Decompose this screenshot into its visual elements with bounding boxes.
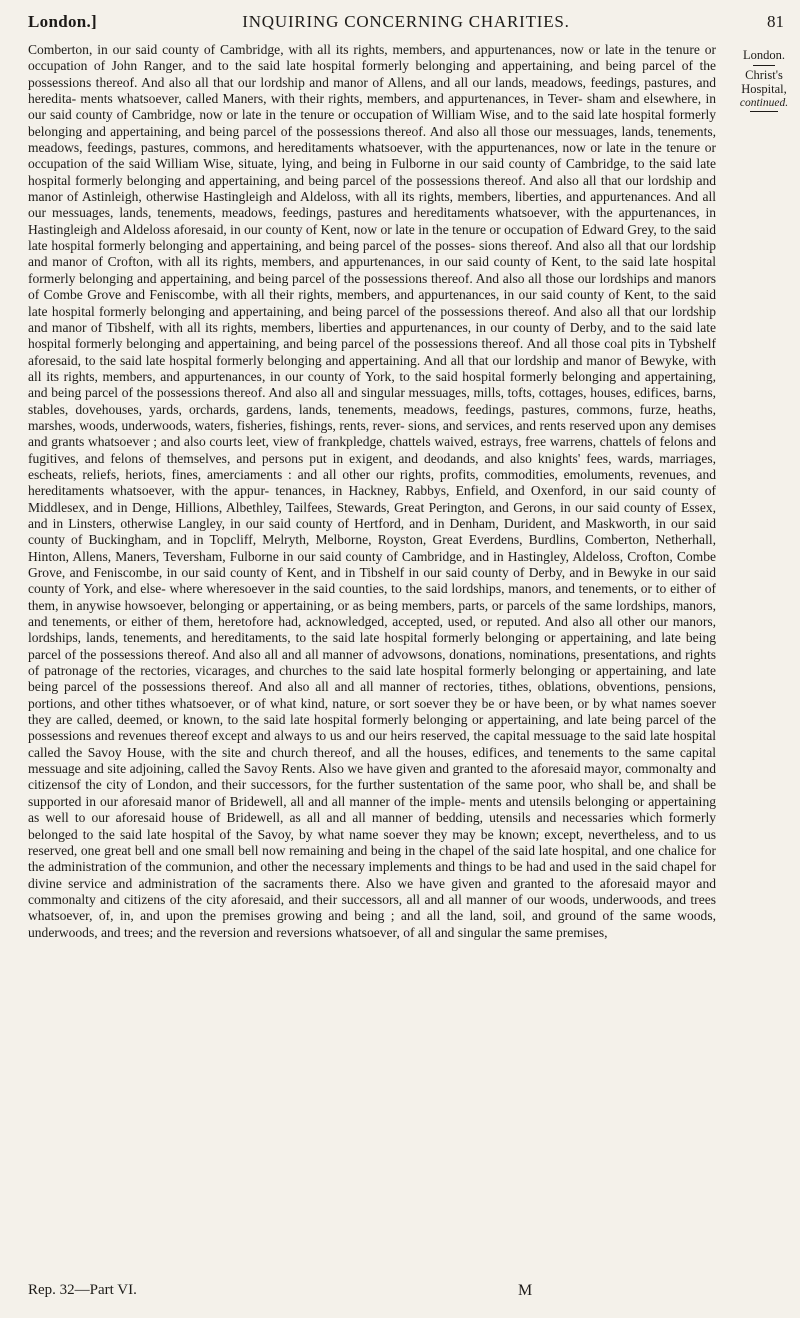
margin-continued: continued.: [739, 97, 789, 109]
margin-note: [728, 48, 800, 113]
running-header: [28, 12, 784, 40]
margin-place: London.: [742, 48, 785, 62]
header-section: London.]: [28, 12, 98, 31]
footer-signature-mark: M: [518, 1282, 533, 1299]
margin-rule-bottom: [750, 111, 778, 112]
body-paragraph: Comberton, in our said county of Cambridge, with all its rights, members, and appurtenances, now or late in the tenure or occupation of John Ranger, and to the said late hospital formerly belonging and appertaining, and being parcel of the possessions thereof. And also all that our lordship and manor of Allens, and all our lands, meadows, feedings, pastures, and heredita- ments whatsoever, called Maners, with their rights, members, and appurtenances, in Tever- sham and elsewhere, in our said county of Cambridge, now or late in the tenure or occupation of William Wise, and to the said late hospital formerly belonging and appertaining, and being parcel of the possessions thereof. And also all those our messuages, lands, tenements, meadows, feedings, pastures, commons, and hereditaments whatsoever, with the appurtenances, now or late in the tenure or occupation of the said William Wise, situate, lying, and being in Fulborne in our said county of Cambridge, to the said late hospital formerly belonging and appertaining, and being parcel of the possessions thereof. And also all that our lordship and manor of Astinleigh, otherwise Hastingleigh and Aldeloss, with all its rights, members, liberties, and appurtenances. And all our messuages, lands, tenements, meadows, feedings, pastures and hereditaments whatsoever, with the appurtenances, in Hastingleigh and Aldeloss aforesaid, in our county of Kent, now or late in the tenure or occupation of Edward Grey, to the said late hospital formerly belonging and appertaining, and being parcel of the posses- sions thereof. And also all that our lordship and manor of Crofton, with all its rights, members, and appurtenances, in our said county of Kent, to the said late hospital formerly belonging and appertaining, and being parcel of the possessions thereof. And also all those our lordships and manors of Combe Grove and Feniscombe, with all their rights, members, and appurtenances, in our said county of Kent, to the said late hospital formerly belonging and appertaining, and being parcel of the possessions thereof. And also all that our lordship and manor of Tibshelf, with all its rights, members, liberties and appurtenances, in our county of Derby, and to the said late hospital formerly belonging and appertaining, and being parcel of the possessions thereof. And all those coal pits in Tybshelf aforesaid, to the said late hospital formerly belonging and appertaining. And all that our lordship and manor of Bewyke, with all its rights, members, and appurtenances, in our county of York, to the said hospital formerly belonging and appertaining, and being parcel of the possessions thereof. And also all and singular messuages, mills, tofts, cottages, houses, edifices, barns, stables, dovehouses, yards, orchards, gardens, lands, tenements, meadows, feedings, pastures, commons, furze, heaths, marshes, woods, underwoods, waters, fisheries, fishings, rents, rever- sions, and services, and rents reserved upon any demises and grants whatsoever ; and also courts leet, view of frankpledge, chattels waived, estrays, free warrens, chattels of felons and fugitives, and felons of themselves, and persons put in exigent, and deodands, and also knights' fees, wards, marriages, escheats, reliefs, heriots, fines, amerciaments : and all other our rights, profits, commodities, emoluments, revenues, and hereditaments whatsoever, with the appur- tenances, in Hackney, Rabbys, Enfield, and Oxenford, in our said county of Middlesex, and in Denge, Hillions, Albethley, Tailfees, Stewards, Great Perington, and Gerons, in our said county of Essex, and in Linsters, otherwise Langley, in our said county of Hertford, and in Denham, Durident, and Maskworth, in our said county of Buckingham, and in Topcliff, Melryth, Melborne, Royston, Great Everdens, Burdlins, Comberton, Netherhall, Hinton, Allens, Maners, Teversham, Fulborne in our said county of Cambridge, and in Hastingley, Aldeloss, Crofton, Combe Grove, and Feniscombe, in our said county of Kent, and in Tibshelf in our said county of Derby, and in Bewyke in our said county of York, and else- where wheresoever in the said counties, to the said lordships, manors, and tenements, or to either of them, in anywise howsoever, belonging or appertaining, or as being members, parts, or parcels of the same lordships, manors, and tenements, or either of them, heretofore had, acknowledged, accepted, used, or reputed. And also all other our manors, lordships, lands, tenements, and hereditaments, to the said late hospital formerly belonging or appertaining, and late being parcel of the possessions thereof. And also all and all manner of advowsons, donations, nominations, presentations, and rights of patronage of the rectories, vicarages, and churches to the said late hospital formerly belonging or appertaining, and late being parcel of the possessions thereof. And also all and all manner of rectories, tithes, oblations, obventions, pensions, portions, and other tithes whatsoever, or of what kind, nature, or sort soever they be or have been, or by what names soever they are called, deemed, or known, to the said late hospital formerly belonging or appertaining, and late being parcel of the possessions and revenues thereof except and always to us and our heirs reserved, the capital messuage to the said late hospital called the Savoy House, with the site and church thereof, and all the houses, edifices, and tenements to the same capital messuage and site adjoining, called the Savoy Rents. Also we have given and granted to the aforesaid mayor, commonalty and citizensof the city of London, and their successors, for the further sustentation of the same poor, who shall be, and shall be supported in our aforesaid manor of Bridewell, all and all manner of the imple- ments and utensils belonging or appertaining as well to our aforesaid house of Bridewell, as all and all manner of bedding, utensils and necessaries which formerly belonged to the said late hospital of the Savoy, by what name soever they may be known; except, nevertheless, and to us reserved, one great bell and one small bell now remaining and being in the chapel of the said late hospital, and one chalice for the administration of the communion, and other the necessary implements and things to be had and used in the said chapel for divine service and administration of the sacraments there. Also we have given and granted to the aforesaid mayor and commonalty and citizens of the city aforesaid, and their successors, all and all manner of our woods, underwoods, and trees whatsoever, of, in, and upon the premises growing and being ; and all the land, soil, and ground of the same woods, underwoods, and trees; and the reversion and reversions whatsoever, of all and singular the same premises,: [28, 42, 716, 940]
margin-rule: [753, 65, 775, 66]
margin-subject: Christ's Hospital,: [741, 68, 787, 96]
page-footer: [28, 1282, 628, 1302]
header-title: INQUIRING CONCERNING CHARITIES.: [242, 12, 570, 31]
page-number: 81: [767, 12, 784, 31]
footer-signature: Rep. 32—Part VI.: [28, 1282, 137, 1298]
body-text: [28, 42, 716, 941]
